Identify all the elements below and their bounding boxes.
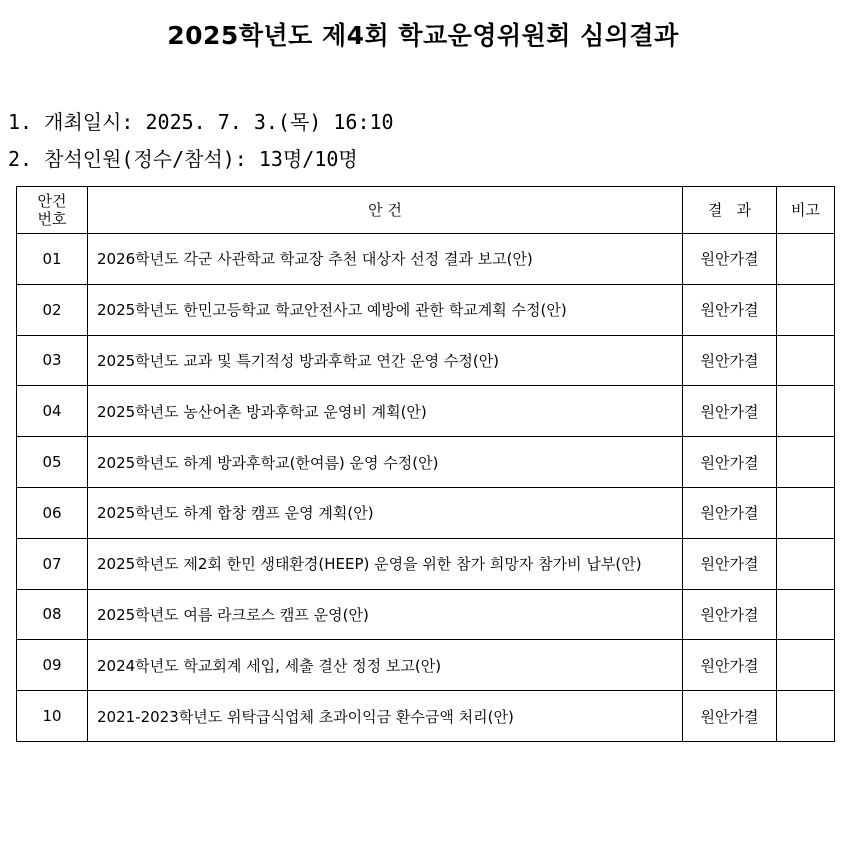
agenda-item-cell: 2025학년도 하계 합창 캠프 운영 계획(안) xyxy=(88,487,683,538)
result-cell: 원안가결 xyxy=(683,487,777,538)
table-row xyxy=(17,589,835,640)
agenda-number-cell: 09 xyxy=(17,640,88,691)
header-agenda-item: 안 건 xyxy=(88,187,683,234)
meeting-datetime: 1. 개최일시: 2025. 7. 3.(목) 16:10 xyxy=(8,110,394,134)
agenda-number-cell: 01 xyxy=(17,234,88,285)
agenda-item-cell: 2025학년도 한민고등학교 학교안전사고 예방에 관한 학교계획 수정(안) xyxy=(88,284,683,335)
table-row xyxy=(17,640,835,691)
header-agenda-number-line2: 번호 xyxy=(37,210,67,228)
note-cell xyxy=(777,691,835,742)
agenda-number-cell: 10 xyxy=(17,691,88,742)
table-row xyxy=(17,335,835,386)
agenda-item-cell: 2025학년도 교과 및 특기적성 방과후학교 연간 운영 수정(안) xyxy=(88,335,683,386)
agenda-item-cell: 2025학년도 여름 라크로스 캠프 운영(안) xyxy=(88,589,683,640)
note-cell xyxy=(777,335,835,386)
table-row xyxy=(17,284,835,335)
note-cell xyxy=(777,640,835,691)
result-cell: 원안가결 xyxy=(683,538,777,589)
header-agenda-number xyxy=(17,187,88,234)
result-cell: 원안가결 xyxy=(683,589,777,640)
note-cell xyxy=(777,589,835,640)
note-cell xyxy=(777,234,835,285)
agenda-number-cell: 03 xyxy=(17,335,88,386)
results-table xyxy=(16,186,835,742)
note-cell xyxy=(777,386,835,437)
table-header-row xyxy=(17,187,835,234)
table-row xyxy=(17,437,835,488)
agenda-item-cell: 2025학년도 농산어촌 방과후학교 운영비 계획(안) xyxy=(88,386,683,437)
header-note: 비고 xyxy=(777,187,835,234)
header-result: 결 과 xyxy=(683,187,777,234)
result-cell: 원안가결 xyxy=(683,691,777,742)
agenda-number-cell: 05 xyxy=(17,437,88,488)
result-cell: 원안가결 xyxy=(683,640,777,691)
note-cell xyxy=(777,487,835,538)
note-cell xyxy=(777,284,835,335)
table-row xyxy=(17,538,835,589)
table-row xyxy=(17,234,835,285)
result-cell: 원안가결 xyxy=(683,234,777,285)
agenda-item-cell: 2024학년도 학교회계 세입, 세출 결산 정정 보고(안) xyxy=(88,640,683,691)
note-cell xyxy=(777,437,835,488)
result-cell: 원안가결 xyxy=(683,437,777,488)
table-row xyxy=(17,386,835,437)
agenda-number-cell: 02 xyxy=(17,284,88,335)
table-row xyxy=(17,691,835,742)
agenda-item-cell: 2026학년도 각군 사관학교 학교장 추천 대상자 선정 결과 보고(안) xyxy=(88,234,683,285)
agenda-item-cell: 2025학년도 제2회 한민 생태환경(HEEP) 운영을 위한 참가 희망자 참가비 납부(안) xyxy=(88,538,683,589)
header-agenda-number-line1: 안건 xyxy=(37,192,67,210)
agenda-number-cell: 04 xyxy=(17,386,88,437)
note-cell xyxy=(777,538,835,589)
page-title: 2025학년도 제4회 학교운영위원회 심의결과 xyxy=(167,21,679,50)
result-cell: 원안가결 xyxy=(683,386,777,437)
agenda-number-cell: 07 xyxy=(17,538,88,589)
attendance: 2. 참석인원(정수/참석): 13명/10명 xyxy=(8,147,358,171)
agenda-item-cell: 2025학년도 하계 방과후학교(한여름) 운영 수정(안) xyxy=(88,437,683,488)
table-row xyxy=(17,487,835,538)
agenda-item-cell: 2021-2023학년도 위탁급식업체 초과이익금 환수금액 처리(안) xyxy=(88,691,683,742)
result-cell: 원안가결 xyxy=(683,284,777,335)
agenda-number-cell: 06 xyxy=(17,487,88,538)
result-cell: 원안가결 xyxy=(683,335,777,386)
agenda-number-cell: 08 xyxy=(17,589,88,640)
